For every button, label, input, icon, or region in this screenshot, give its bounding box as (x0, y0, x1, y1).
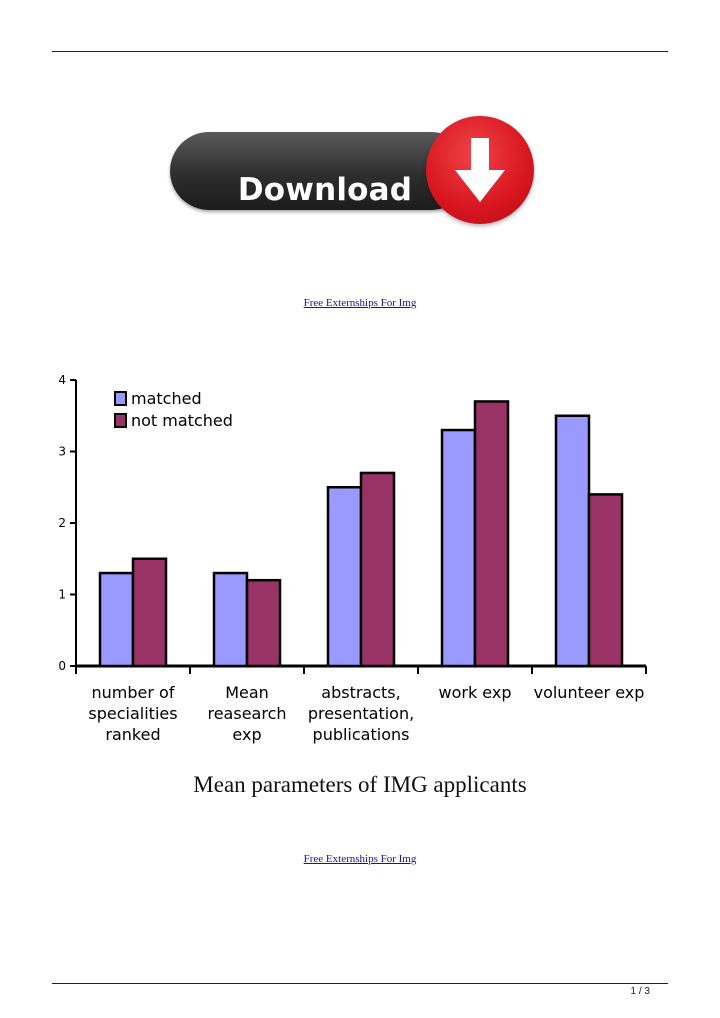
bar-matched-1 (214, 573, 247, 666)
x-tick-label: work exp (438, 683, 512, 702)
y-tick-label: 2 (58, 516, 66, 530)
download-arrow-icon (426, 116, 534, 224)
bar-matched-2 (328, 487, 361, 666)
top-divider (52, 51, 668, 52)
bar-chart (0, 360, 720, 760)
externships-link-bottom[interactable]: Free Externships For Img (303, 853, 417, 865)
download-button[interactable] (170, 132, 470, 210)
bar-not-matched-0 (133, 559, 166, 666)
bar-not-matched-4 (589, 494, 622, 666)
x-tick-label: volunteer exp (533, 683, 645, 702)
chart-caption: Mean parameters of IMG applicants (193, 772, 527, 797)
legend-label: matched (131, 389, 202, 408)
download-banner[interactable] (160, 110, 550, 240)
page-number: 1 / 3 (630, 986, 650, 997)
x-tick-label: number of specialities ranked (88, 683, 178, 744)
bar-matched-4 (556, 416, 589, 666)
legend-label: not matched (131, 411, 233, 430)
bar-matched-0 (100, 573, 133, 666)
bars (100, 401, 622, 666)
y-tick-label: 4 (58, 373, 66, 387)
x-tick-label: abstracts, presentation, publications (307, 683, 415, 744)
externships-link-top[interactable]: Free Externships For Img (303, 297, 417, 309)
x-tick-labels (88, 683, 644, 744)
bottom-divider (52, 983, 668, 984)
bar-not-matched-2 (361, 473, 394, 666)
y-tick-label: 3 (58, 444, 66, 459)
y-tick-label: 1 (58, 587, 66, 602)
x-tick-label: Mean reasearch exp (207, 683, 287, 744)
bar-matched-3 (442, 430, 475, 666)
legend (115, 389, 233, 430)
legend-swatch (115, 414, 126, 427)
y-tick-label: 0 (58, 659, 66, 673)
download-button-label: Download (237, 172, 413, 208)
y-axis (58, 373, 76, 673)
download-arrow-badge[interactable] (426, 116, 534, 224)
legend-swatch (115, 392, 126, 405)
bar-not-matched-1 (247, 580, 280, 666)
bar-not-matched-3 (475, 401, 508, 666)
